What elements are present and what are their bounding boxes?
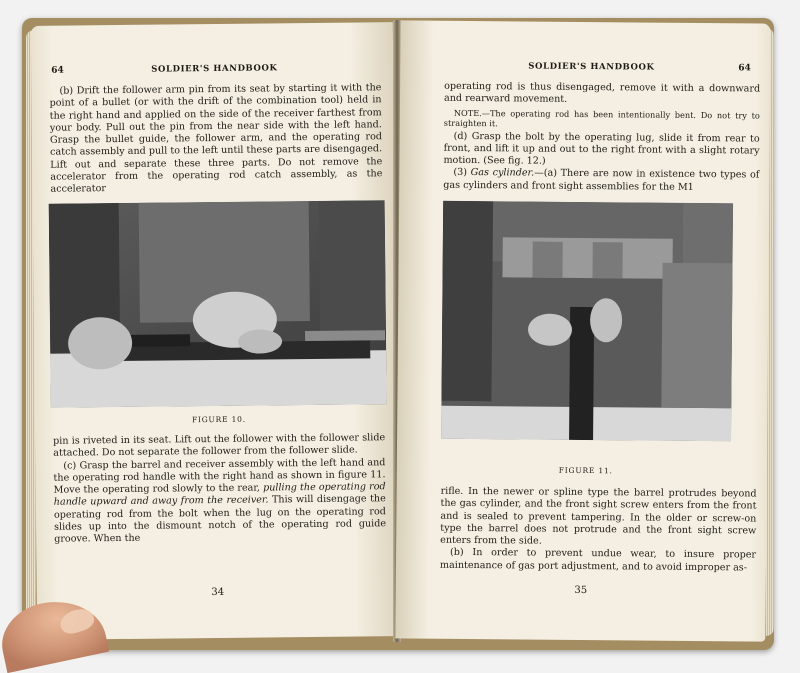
left-para-c-italic: pulling the operating rod handle upward and away from the receiver. (53, 481, 386, 509)
left-running-header: SOLDIER'S HANDBOOK (151, 63, 278, 75)
right-lower-text (440, 486, 757, 575)
right-para-3-start: (3) (453, 167, 471, 179)
right-upper-text (443, 81, 760, 195)
figure-10-caption: FIGURE 10. (191, 414, 246, 425)
right-note: NOTE.—The operating rod has been intentionally bent. Do not try to straighten it. (443, 107, 760, 129)
right-para-rifle: rifle. In the newer or spline type the barrel protrudes beyond the gas cylinder, and the front sight screw enters from the front and is sealed to prevent tampering. In the older or screw-on type the barrel does not protrude and the front sight screw enters from the side. (440, 485, 757, 547)
right-para-3-italic: Gas cylinder. (470, 167, 535, 180)
left-para-cont: pin is riveted in its seat. Lift out the follower with the follower slide attached. Do not separate the follower from the follower slide. (53, 432, 386, 459)
left-para-b-block (49, 82, 382, 196)
figure-11-caption: FIGURE 11. (558, 465, 613, 476)
right-para-3 (443, 167, 759, 194)
left-folio: 34 (211, 586, 225, 599)
left-page (31, 22, 399, 640)
left-lower-text (53, 432, 386, 546)
left-page-number-top: 64 (51, 65, 64, 76)
figure-10-photo (49, 200, 387, 408)
right-para-b: (b) In order to prevent undue wear, to insure proper maintenance of gas port adjustment, and to avoid improper as- (439, 547, 757, 574)
left-para-b: (b) Drift the follower arm pin from its seat by starting it with the point of a bullet (or with the drift of the combination tool) held in the right hand and applied on the side of the receiver farthest from your body. Pull out the pin from the near side with the left hand. Grasp the bullet guide, the follower arm, and the operating rod catch assembly and pull to the left until these parts are disengaged. Lift out and separate these three parts. Do not remove the accelerator from the operating rod catch assembly, as the accelerator (49, 82, 383, 196)
right-para-d: (d) Grasp the bolt by the operating lug, slide it from rear to front, and lift it up and out to the right front with a slight rotary motion. (See fig. 12.) (443, 130, 760, 167)
left-para-c-start: (c) Grasp the barrel and receiver assembly with the left hand and the operating rod handle with the right hand as shown in figure 11. Move the operating rod slowly to the rear, (53, 456, 386, 496)
right-page-number-top: 64 (738, 63, 751, 74)
right-para-open: operating rod is thus disengaged, remove it with a downward and rearward movement. (443, 80, 761, 106)
left-para-c (53, 457, 386, 547)
right-para-3-end: —(a) There are now in existence two types of gas cylinders and front sight assemblies for the M1 (443, 168, 760, 193)
right-running-header: SOLDIER'S HANDBOOK (528, 61, 655, 73)
right-folio: 35 (574, 584, 588, 597)
left-para-c-end: This will disengage the operating rod from the bolt when the lug on the operating rod slides up into the dismount notch of the operating rod guide groove. When the (53, 493, 387, 546)
right-page (395, 20, 770, 641)
figure-11-photo (441, 201, 733, 442)
